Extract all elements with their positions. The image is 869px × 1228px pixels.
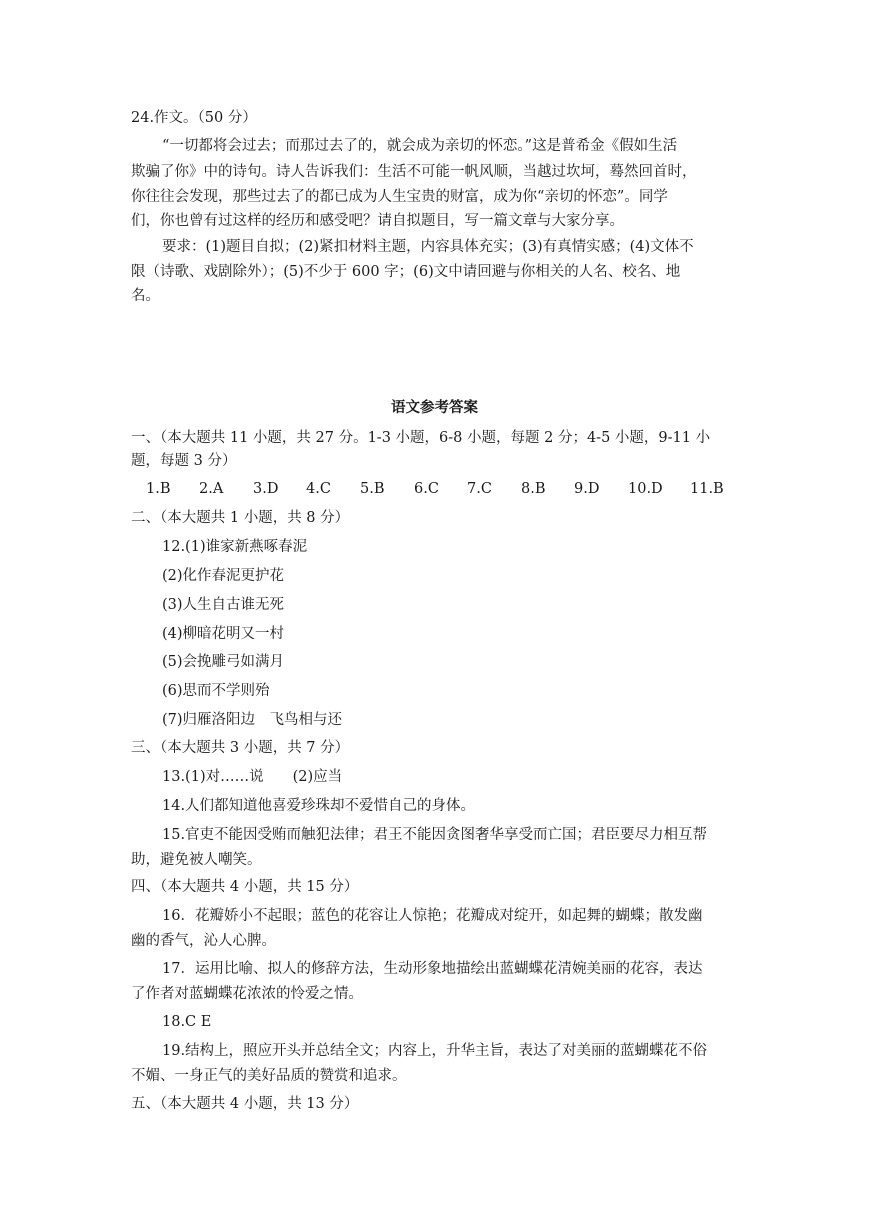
passage-line: 们，你也曾有过这样的经历和感受吧？请自拟题目，写一篇文章与大家分享。 — [131, 213, 624, 229]
answer-line: (5)会挽雕弓如满月 — [162, 654, 285, 670]
answer-item: 11.B — [690, 481, 724, 497]
answer-item: 1.B — [146, 481, 171, 497]
answer-line: 16．花瓣娇小不起眼；蓝色的花容让人惊艳；花瓣成对绽开，如起舞的蝴蝶；散发幽 — [162, 908, 703, 924]
passage-line: “一切都将会过去；而那过去了的，就会成为亲切的怀恋。”这是普希金《假如生活 — [162, 138, 678, 154]
answer-item: 5.B — [360, 481, 385, 497]
question-24-header: 24.作文。（50 分） — [131, 110, 257, 126]
answer-line: (4)柳暗花明又一村 — [162, 626, 285, 642]
answer-line: 不媚、一身正气的美好品质的赞赏和追求。 — [131, 1068, 407, 1084]
requirements-line: 限（诗歌、戏剧除外）；(5)不少于 600 字；(6)文中请回避与你相关的人名、校名、地 — [131, 264, 681, 280]
answer-item: 10.D — [628, 481, 663, 497]
multiple-choice-answers — [146, 479, 746, 499]
answer-line: (3)人生自古谁无死 — [162, 597, 285, 613]
answer-item: 9.D — [574, 481, 600, 497]
answer-item: 2.A — [199, 481, 224, 497]
answer-key-title: 语文参考答案 — [391, 399, 478, 416]
answer-item: 8.B — [521, 481, 546, 497]
section-2-header: 二、（本大题共 1 小题，共 8 分） — [131, 510, 350, 526]
answer-line: (6)思而不学则殆 — [162, 683, 270, 699]
answer-line: 13.(1)对……说 (2)应当 — [162, 769, 343, 785]
passage-line: 欺骗了你》中的诗句。诗人告诉我们：生活不可能一帆风顺，当越过坎坷，蓦然回首时， — [131, 164, 697, 180]
answer-line: 助，避免被人嘲笑。 — [131, 852, 262, 868]
requirements-line: 名。 — [131, 288, 160, 304]
section-3-header: 三、（本大题共 3 小题，共 7 分） — [131, 740, 350, 756]
answer-item: 4.C — [306, 481, 331, 497]
answer-line: 17．运用比喻、拟人的修辞方法，生动形象地描绘出蓝蝴蝶花清婉美丽的花容，表达 — [162, 961, 703, 977]
answer-line: 幽的香气，沁人心脾。 — [131, 933, 276, 949]
answer-item: 7.C — [467, 481, 492, 497]
answer-line: 14.人们都知道他喜爱珍珠却不爱惜自己的身体。 — [162, 798, 476, 814]
section-1-header: 一、（本大题共 11 小题，共 27 分。1-3 小题，6-8 小题，每题 2 分；4-5 小题，9-11 小 — [131, 430, 711, 446]
answer-line: 18.C E — [162, 1014, 212, 1030]
answer-line: 19.结构上，照应开头并总结全文；内容上，升华主旨，表达了对美丽的蓝蝴蝶花不俗 — [162, 1043, 708, 1059]
answer-line: (2)化作春泥更护花 — [162, 568, 285, 584]
answer-line: 15.官吏不能因受贿而触犯法律；君王不能因贪图奢华享受而亡国；君臣要尽力相互帮 — [162, 827, 708, 843]
section-5-header: 五、（本大题共 4 小题，共 13 分） — [131, 1096, 359, 1112]
section-1-header: 题，每题 3 分） — [131, 453, 237, 469]
requirements-line: 要求：(1)题目自拟；(2)紧扣材料主题，内容具体充实；(3)有真情实感；(4)文体不 — [162, 239, 694, 255]
answer-item: 6.C — [414, 481, 439, 497]
answer-line: 12.(1)谁家新燕啄春泥 — [162, 539, 308, 555]
answer-line: 了作者对蓝蝴蝶花浓浓的怜爱之情。 — [131, 986, 363, 1002]
section-4-header: 四、（本大题共 4 小题，共 15 分） — [131, 879, 359, 895]
answer-line: (7)归雁洛阳边 飞鸟相与还 — [162, 712, 343, 728]
passage-line: 你往往会发现，那些过去了的都已成为人生宝贵的财富，成为你“亲切的怀恋”。同学 — [131, 189, 668, 205]
answer-item: 3.D — [253, 481, 279, 497]
